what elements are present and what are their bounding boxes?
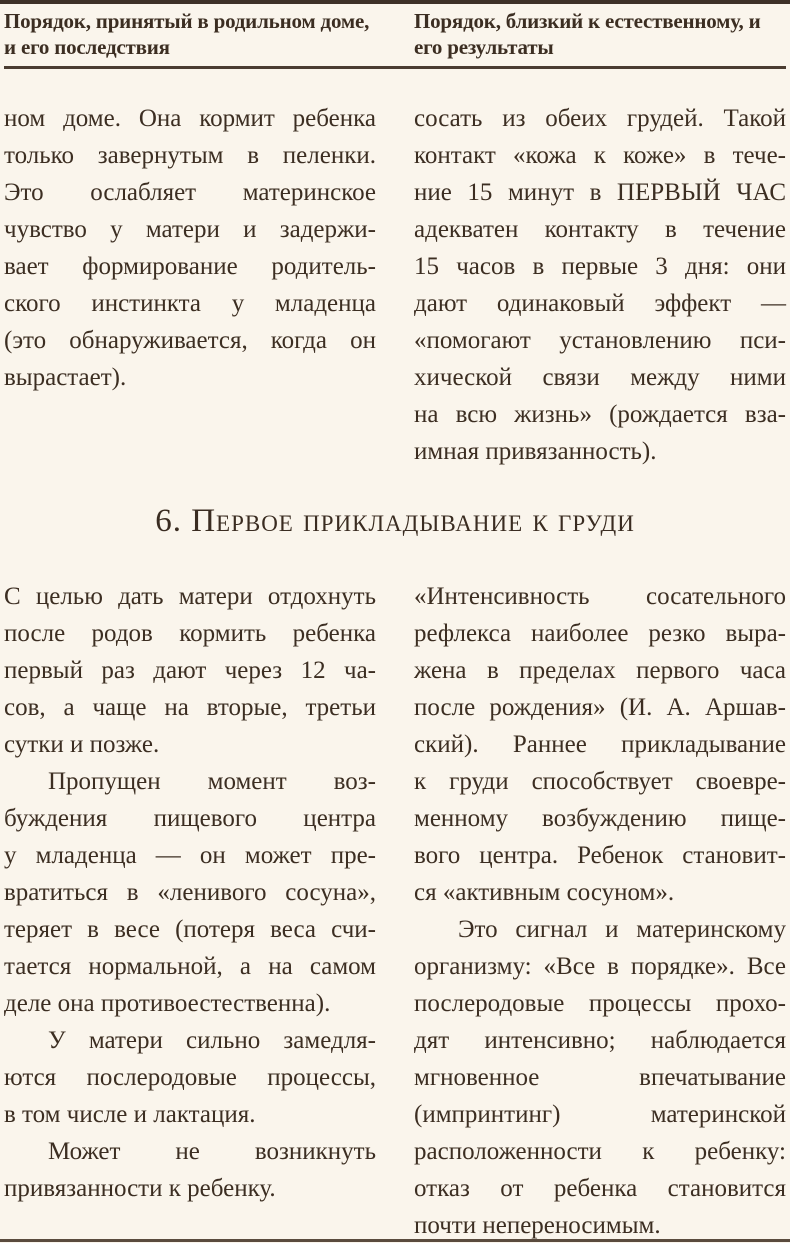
text-line: мгновенное впечатывание [414, 1064, 786, 1091]
text-line: почти непереносимым. [414, 1212, 661, 1239]
text-line: вого центра. Ребенок становит- [414, 842, 786, 869]
text-line: у младенца — он может пре- [4, 842, 376, 869]
lower-right-column [414, 578, 786, 1243]
text-line: адекватен контакту в течение [414, 216, 786, 243]
text-line: (импринтинг) материнской [414, 1101, 786, 1128]
section-heading: 6. Первое прикладывание к груди [155, 503, 635, 539]
text-line: тается нормальной, а на самом [4, 953, 376, 980]
text-line: в том числе и лактация. [4, 1101, 256, 1128]
text-line: «Интенсивность сосательного [414, 583, 786, 610]
text-line: Это ослабляет материнское [4, 179, 376, 206]
text-line: С целью дать матери отдохнуть [4, 583, 376, 610]
text-line: вает формирование родитель- [4, 253, 376, 280]
text-line: ние 15 минут в ПЕРВЫЙ ЧАС [414, 179, 786, 206]
text-line: после рождения» (И. А. Аршав- [414, 694, 786, 721]
header-rule [4, 66, 786, 69]
text-line: буждения пищевого центра [4, 805, 376, 832]
text-line: отказ от ребенка становится [414, 1175, 786, 1202]
upper-right-column [414, 100, 786, 470]
text-line: привязанности к ребенку. [4, 1175, 276, 1202]
text-line: дают одинаковый эффект — [414, 290, 786, 317]
text-line: чувство у матери и задержи- [4, 216, 376, 243]
table-header-left: Порядок, принятый в родильном доме, и его последствия [4, 9, 370, 59]
text-line: вырастает). [4, 364, 127, 391]
text-line: 15 часов в первые 3 дня: они [414, 253, 786, 280]
text-line: ном доме. Она кормит ребенка [4, 105, 376, 132]
lower-left-column [4, 578, 376, 1243]
text-line: теряет в весе (потеря веса счи- [4, 916, 376, 943]
text-line: вратиться в «ленивого сосуна», [4, 879, 376, 906]
text-line: ского инстинкта у младенца [4, 290, 376, 317]
text-line: ся «активным сосуном». [414, 879, 675, 906]
text-line: сов, а чаще на вторые, третьи [4, 694, 376, 721]
text-line: организму: «Все в порядке». Все [414, 953, 786, 980]
text-line: ский). Раннее прикладывание [414, 731, 786, 758]
text-line: на всю жизнь» (рождается вза- [414, 401, 786, 428]
text-line: Может не возникнуть [48, 1138, 376, 1165]
text-line: Пропущен момент воз- [48, 768, 376, 795]
text-line: рефлекса наиболее резко выра- [414, 620, 786, 647]
text-line: менному возбуждению пище- [414, 805, 786, 832]
bottom-rule [0, 1239, 790, 1242]
text-line: после родов кормить ребенка [4, 620, 376, 647]
text-line: послеродовые процессы прохо- [414, 990, 786, 1017]
text-line: расположенности к ребенку: [414, 1138, 786, 1165]
text-line: сосать из обеих грудей. Такой [414, 105, 786, 132]
text-line: сутки и позже. [4, 731, 160, 758]
text-line: имная привязанность). [414, 438, 657, 465]
upper-text-block [4, 100, 786, 470]
text-line: дят интенсивно; наблюдается [414, 1027, 786, 1054]
text-line: «помогают установлению пси- [414, 327, 786, 354]
text-line: У матери сильно замедля- [48, 1027, 376, 1054]
text-line: ются послеродовые процессы, [4, 1064, 376, 1091]
text-line: хической связи между ними [414, 364, 786, 391]
table-header-row [4, 8, 786, 60]
text-line: Это сигнал и материнскому [458, 916, 786, 943]
text-line: жена в пределах первого часа [414, 657, 786, 684]
top-rule [0, 0, 790, 4]
table-header-right: Порядок, близкий к естественному, и его результаты [414, 9, 761, 59]
text-line: первый раз дают через 12 ча- [4, 657, 376, 684]
text-line: контакт «кожа к коже» в тече- [414, 142, 786, 169]
text-line: к груди способствует своевре- [414, 768, 786, 795]
text-line: только завернутым в пеленки. [4, 142, 376, 169]
lower-text-block [4, 578, 786, 1243]
upper-left-column [4, 100, 376, 470]
text-line: (это обнаруживается, когда он [4, 327, 376, 354]
text-line: деле она противоестественна). [4, 990, 331, 1017]
